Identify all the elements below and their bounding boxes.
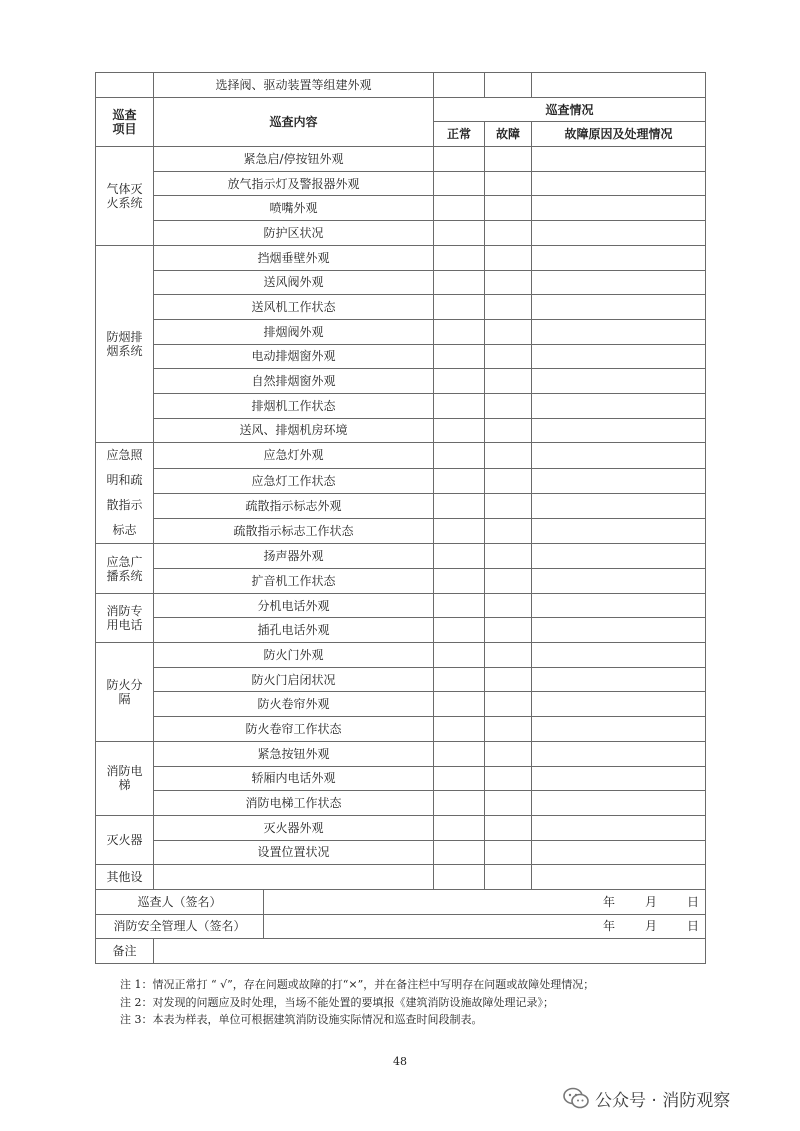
table-row: [96, 593, 706, 618]
table-row: [96, 544, 706, 569]
category-line: 气体灭: [106, 181, 143, 196]
reason-cell[interactable]: [532, 618, 706, 643]
content-cell: 送风阀外观: [154, 270, 434, 295]
content-cell: 电动排烟窗外观: [154, 344, 434, 369]
watermark: [563, 1085, 730, 1111]
normal-cell[interactable]: [434, 171, 485, 196]
normal-cell[interactable]: [434, 344, 485, 369]
fault-cell[interactable]: [485, 643, 532, 668]
normal-cell[interactable]: [434, 791, 485, 816]
category-line: 散指示: [106, 498, 143, 513]
table-row: [96, 147, 706, 172]
content-cell: 疏散指示标志外观: [154, 493, 434, 518]
fault-cell[interactable]: [485, 196, 532, 221]
category-cell: [96, 643, 154, 742]
header-reason: 故障原因及处理情况: [532, 122, 706, 147]
content-cell: 防火门启闭状况: [154, 667, 434, 692]
header-item: [96, 97, 154, 146]
category-line: 明和疏: [106, 473, 143, 488]
content-cell: 选择阀、驱动装置等组建外观: [154, 73, 434, 98]
manager-row: [96, 914, 706, 939]
content-cell: 应急灯外观: [154, 443, 434, 468]
table-row: [96, 73, 706, 98]
header-content: 巡查内容: [154, 97, 434, 146]
remarks-label: 备注: [96, 939, 154, 964]
category-cell: [96, 147, 154, 246]
category-line: 隔: [118, 691, 131, 706]
category-cell: [96, 741, 154, 815]
table-row: [96, 468, 706, 493]
reason-cell[interactable]: [532, 544, 706, 569]
category-cell: [96, 815, 154, 864]
normal-cell[interactable]: [434, 840, 485, 865]
reason-cell[interactable]: [532, 840, 706, 865]
normal-cell[interactable]: [434, 221, 485, 246]
reason-cell[interactable]: [532, 717, 706, 742]
reason-cell[interactable]: [532, 643, 706, 668]
manager-label: 消防安全管理人（签名）: [96, 914, 264, 939]
fault-cell[interactable]: [485, 544, 532, 569]
table-row: [96, 418, 706, 443]
table-row: [96, 865, 706, 890]
page-number: 48: [393, 1055, 407, 1068]
fault-cell[interactable]: [485, 270, 532, 295]
table-row: [96, 741, 706, 766]
notes: [120, 976, 594, 1029]
category-line: 防火分: [106, 677, 143, 692]
inspector-date[interactable]: [264, 889, 706, 914]
table-row: [96, 171, 706, 196]
table-row: [96, 717, 706, 742]
fault-cell[interactable]: [485, 791, 532, 816]
reason-cell[interactable]: [532, 196, 706, 221]
normal-cell[interactable]: [434, 147, 485, 172]
content-cell: 防火卷帘外观: [154, 692, 434, 717]
blank-cell: [96, 73, 154, 98]
content-cell: [154, 865, 434, 890]
watermark-text: 公众号 · 消防观察: [595, 1090, 731, 1111]
note-2: 注 2：对发现的问题应及时处理，当场不能处置的要填报《建筑消防设施故障处理记录》；: [120, 995, 554, 1009]
content-cell: 消防电梯工作状态: [154, 791, 434, 816]
header-item-line1: 巡查: [112, 107, 137, 122]
fault-cell[interactable]: [485, 443, 532, 468]
reason-cell[interactable]: [532, 393, 706, 418]
content-cell: 分机电话外观: [154, 593, 434, 618]
category-line: 消防专: [106, 603, 143, 618]
content-cell: 扬声器外观: [154, 544, 434, 569]
reason-cell[interactable]: [532, 270, 706, 295]
manager-date[interactable]: [264, 914, 706, 939]
category-cell: [96, 544, 154, 593]
normal-cell[interactable]: [434, 766, 485, 791]
fault-cell[interactable]: [485, 369, 532, 394]
reason-cell[interactable]: [532, 791, 706, 816]
normal-cell[interactable]: [434, 418, 485, 443]
reason-cell[interactable]: [532, 418, 706, 443]
reason-cell[interactable]: [532, 493, 706, 518]
normal-cell[interactable]: [434, 593, 485, 618]
fault-cell[interactable]: [485, 717, 532, 742]
reason-cell[interactable]: [532, 171, 706, 196]
fault-cell[interactable]: [485, 493, 532, 518]
category-line: 应急广: [106, 554, 143, 569]
normal-cell[interactable]: [434, 717, 485, 742]
reason-cell[interactable]: [532, 593, 706, 618]
table-row: [96, 393, 706, 418]
normal-cell[interactable]: [434, 493, 485, 518]
year-label: 年: [602, 894, 615, 909]
header-row: [96, 97, 706, 122]
content-cell: 紧急按钮外观: [154, 741, 434, 766]
content-cell: 自然排烟窗外观: [154, 369, 434, 394]
reason-cell[interactable]: [532, 766, 706, 791]
normal-cell[interactable]: [434, 865, 485, 890]
category-line: 播系统: [106, 568, 143, 583]
table-row: [96, 369, 706, 394]
fault-cell[interactable]: [485, 418, 532, 443]
content-cell: 扩音机工作状态: [154, 569, 434, 594]
inspection-table: [95, 72, 706, 964]
fault-cell[interactable]: [485, 840, 532, 865]
fault-cell[interactable]: [485, 519, 532, 544]
year-label: 年: [602, 919, 615, 934]
reason-cell[interactable]: [532, 865, 706, 890]
fault-cell[interactable]: [485, 245, 532, 270]
fault-cell[interactable]: [485, 468, 532, 493]
table-row: [96, 667, 706, 692]
table-row: [96, 319, 706, 344]
table-row: [96, 245, 706, 270]
fault-cell[interactable]: [485, 569, 532, 594]
fault-cell[interactable]: [485, 171, 532, 196]
table-row: [96, 295, 706, 320]
reason-cell[interactable]: [532, 221, 706, 246]
normal-cell[interactable]: [434, 73, 485, 98]
day-label: 日: [686, 919, 699, 934]
inspector-row: [96, 889, 706, 914]
reason-cell[interactable]: [532, 245, 706, 270]
table-row: [96, 692, 706, 717]
table-row: [96, 270, 706, 295]
fault-cell[interactable]: [485, 319, 532, 344]
normal-cell[interactable]: [434, 393, 485, 418]
fault-cell[interactable]: [485, 692, 532, 717]
content-cell: 设置位置状况: [154, 840, 434, 865]
table-row: [96, 618, 706, 643]
table-row: [96, 443, 706, 468]
fault-cell[interactable]: [485, 295, 532, 320]
fault-cell[interactable]: [485, 344, 532, 369]
normal-cell[interactable]: [434, 270, 485, 295]
reason-cell[interactable]: [532, 667, 706, 692]
normal-cell[interactable]: [434, 741, 485, 766]
reason-cell[interactable]: [532, 369, 706, 394]
header-normal: 正常: [434, 122, 485, 147]
content-cell: 喷嘴外观: [154, 196, 434, 221]
content-cell: 排烟阀外观: [154, 319, 434, 344]
remarks-field[interactable]: [154, 939, 706, 964]
fault-cell[interactable]: [485, 618, 532, 643]
table-row: [96, 344, 706, 369]
remarks-row: [96, 939, 706, 964]
content-cell: 防护区状况: [154, 221, 434, 246]
content-cell: 应急灯工作状态: [154, 468, 434, 493]
reason-cell[interactable]: [532, 147, 706, 172]
table-row: [96, 569, 706, 594]
reason-cell[interactable]: [532, 692, 706, 717]
month-label: 月: [644, 894, 657, 909]
category-line: 灭火器: [106, 833, 143, 848]
category-cell: [96, 593, 154, 642]
normal-cell[interactable]: [434, 443, 485, 468]
table-row: [96, 840, 706, 865]
note-1: 注 1：情况正常打 “ √”，存在问题或故障的打“×”，并在备注栏中写明存在问题或故障处理情况；: [120, 978, 595, 991]
content-cell: 轿厢内电话外观: [154, 766, 434, 791]
category-line: 消防电: [106, 764, 143, 779]
normal-cell[interactable]: [434, 815, 485, 840]
header-fault: 故障: [485, 122, 532, 147]
fault-cell[interactable]: [485, 667, 532, 692]
normal-cell[interactable]: [434, 468, 485, 493]
content-cell: 放气指示灯及警报器外观: [154, 171, 434, 196]
month-label: 月: [644, 919, 657, 934]
reason-cell[interactable]: [532, 741, 706, 766]
normal-cell[interactable]: [434, 519, 485, 544]
normal-cell[interactable]: [434, 295, 485, 320]
normal-cell[interactable]: [434, 319, 485, 344]
reason-cell[interactable]: [532, 344, 706, 369]
content-cell: 防火卷帘工作状态: [154, 717, 434, 742]
table-row: [96, 519, 706, 544]
content-cell: 灭火器外观: [154, 815, 434, 840]
content-cell: 防火门外观: [154, 643, 434, 668]
fault-cell[interactable]: [485, 815, 532, 840]
inspector-label: 巡查人（签名）: [96, 889, 264, 914]
normal-cell[interactable]: [434, 643, 485, 668]
header-item-line2: 项目: [112, 121, 137, 136]
fault-cell[interactable]: [485, 73, 532, 98]
fault-cell[interactable]: [485, 221, 532, 246]
reason-cell[interactable]: [532, 443, 706, 468]
reason-cell[interactable]: [532, 815, 706, 840]
content-cell: 排烟机工作状态: [154, 393, 434, 418]
normal-cell[interactable]: [434, 369, 485, 394]
content-cell: 挡烟垂壁外观: [154, 245, 434, 270]
normal-cell[interactable]: [434, 692, 485, 717]
category-line: 火系统: [106, 195, 143, 210]
category-line: 其他设: [106, 870, 143, 885]
day-label: 日: [686, 894, 699, 909]
content-cell: 插孔电话外观: [154, 618, 434, 643]
content-cell: 紧急启/停按钮外观: [154, 147, 434, 172]
reason-cell[interactable]: [532, 295, 706, 320]
normal-cell[interactable]: [434, 618, 485, 643]
reason-cell[interactable]: [532, 319, 706, 344]
table-row: [96, 791, 706, 816]
fault-cell[interactable]: [485, 593, 532, 618]
table-row: [96, 196, 706, 221]
table-row: [96, 815, 706, 840]
category-line: 应急照: [106, 448, 143, 463]
table-row: [96, 221, 706, 246]
wechat-icon: [563, 1087, 589, 1109]
fault-cell[interactable]: [485, 865, 532, 890]
reason-cell[interactable]: [532, 73, 706, 98]
header-situation: 巡查情况: [434, 97, 706, 122]
note-3: 注 3：本表为样表，单位可根据建筑消防设施实际情况和巡查时间段制表。: [120, 1013, 483, 1026]
normal-cell[interactable]: [434, 196, 485, 221]
reason-cell[interactable]: [532, 519, 706, 544]
normal-cell[interactable]: [434, 245, 485, 270]
normal-cell[interactable]: [434, 569, 485, 594]
category-line: 梯: [118, 778, 131, 793]
table-row: [96, 643, 706, 668]
fault-cell[interactable]: [485, 741, 532, 766]
category-line: 防烟排: [106, 330, 143, 345]
category-line: 烟系统: [106, 344, 143, 359]
content-cell: 疏散指示标志工作状态: [154, 519, 434, 544]
content-cell: 送风机工作状态: [154, 295, 434, 320]
category-line: 标志: [112, 523, 137, 538]
content-cell: 送风、排烟机房环境: [154, 418, 434, 443]
category-cell: [96, 865, 154, 890]
fault-cell[interactable]: [485, 147, 532, 172]
normal-cell[interactable]: [434, 667, 485, 692]
table-row: [96, 766, 706, 791]
category-line: 用电话: [106, 617, 143, 632]
category-cell: [96, 245, 154, 443]
fault-cell[interactable]: [485, 766, 532, 791]
fault-cell[interactable]: [485, 393, 532, 418]
normal-cell[interactable]: [434, 544, 485, 569]
category-cell: [96, 443, 154, 544]
reason-cell[interactable]: [532, 468, 706, 493]
reason-cell[interactable]: [532, 569, 706, 594]
table-row: [96, 493, 706, 518]
